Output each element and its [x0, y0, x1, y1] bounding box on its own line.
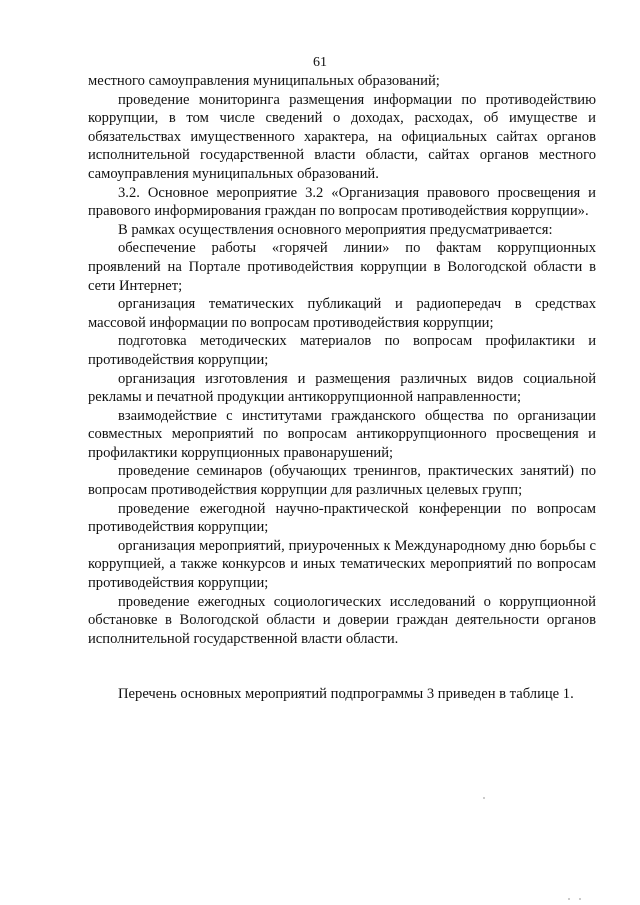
list-item-civil-society: взаимодействие с институтами гражданского общества по организации совместных мероприятий по вопросам антикоррупционного просвещения и профилактики коррупционных правонарушений;	[88, 407, 596, 461]
scan-speck	[579, 898, 581, 900]
paragraph-monitoring: проведение мониторинга размещения информации по противодействию коррупции, в том числе сведений о доходах, расходах, об имуществе и обязательствах имущественного характера, на официальных сайтах органов исполнительной государственной власти области, сайтах органов местного самоуправления муниципальных образований.	[88, 91, 596, 182]
paragraph-table-reference: Перечень основных мероприятий подпрограммы 3 приведен в таблице 1.	[118, 686, 574, 703]
paragraph-measure-3-2: 3.2. Основное мероприятие 3.2 «Организация правового просвещения и правового информирования граждан по вопросам противодействия коррупции».	[88, 184, 596, 220]
list-item-conference: проведение ежегодной научно-практической конференции по вопросам противодействия коррупции;	[88, 500, 596, 536]
list-item-methodical-materials: подготовка методических материалов по вопросам профилактики и противодействия коррупции;	[88, 333, 596, 368]
list-item-social-advertising: организация изготовления и размещения различных видов социальной рекламы и печатной продукции антикоррупционной направленности;	[88, 370, 596, 406]
list-item-anticorruption-day: организация мероприятий, приуроченных к Международному дню борьбы с коррупцией, а также конкурсов и иных тематических мероприятий по вопросам противодействия коррупции;	[88, 537, 596, 592]
document-body	[88, 72, 596, 704]
page-number: 61	[313, 55, 327, 70]
list-item-hotline: обеспечение работы «горячей линии» по фактам коррупционных проявлений на Портале противодействия коррупции в Вологодской области в сети Интернет;	[88, 240, 596, 294]
scan-speck	[483, 797, 485, 799]
paragraph-intro: В рамках осуществления основного мероприятия предусматривается:	[118, 221, 553, 238]
list-item-seminars: проведение семинаров (обучающих тренингов, практических занятий) по вопросам противодействия коррупции для различных целевых групп;	[88, 463, 596, 499]
list-item-sociological-research: проведение ежегодных социологических исследований о коррупционной обстановке в Вологодской области и доверии граждан деятельности органов исполнительной государственной власти области.	[88, 593, 596, 647]
list-item-publications: организация тематических публикаций и радиопередач в средствах массовой информации по вопросам противодействия коррупции;	[88, 296, 596, 331]
scan-speck	[568, 898, 570, 900]
paragraph-continuation: местного самоуправления муниципальных образований;	[88, 73, 440, 89]
